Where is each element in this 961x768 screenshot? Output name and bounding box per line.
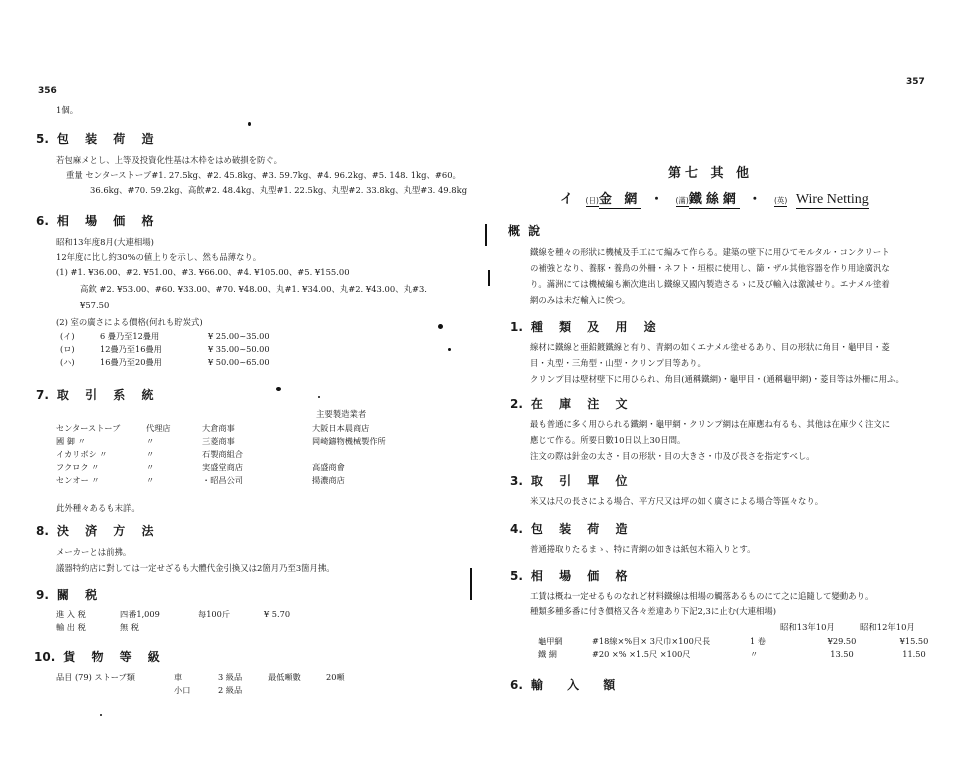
right-section-4-heading: 4. 包 装 荷 造 <box>510 522 634 536</box>
table-row: 品目 (79) ストーブ類 車 3 級品 最低噸數 20噸 <box>56 672 345 682</box>
left-section-9-heading: 9. 關 税 <box>36 588 104 602</box>
table-row: (ロ) 12疊乃至16疊用 ¥ 35.00~50.00 <box>60 344 270 354</box>
overview-line: の補強となり、養豚・養鳥の外柵・ネフト・垣根に使用し、篩・ザル其他容器を作り用途廣汎な <box>530 263 890 273</box>
left-s7-header: 主要製造業者 <box>316 409 367 419</box>
table-row: 輸 出 税 無 税 <box>56 622 139 632</box>
left-section-6-heading: 6. 相 場 価 格 <box>36 214 160 228</box>
right-s1-line: 目・丸型・三角型・山型・クリンプ目等あり。 <box>530 358 706 368</box>
right-section-1-heading: 1. 種 類 及 用 途 <box>510 320 662 334</box>
chapter-heading: 第七 其 他 <box>668 166 754 181</box>
scan-speck <box>448 348 451 351</box>
scan-speck <box>438 324 443 329</box>
left-s5-line: 重量 センターストーブ#1. 27.5kg、#2. 45.8kg、#3. 59.7kg、#4. 96.2kg、#5. 148. 1kg、#60。 <box>66 170 461 180</box>
left-section-8-heading: 8. 決 済 方 法 <box>36 524 160 538</box>
left-s6-line: (2) 室の廣さによる價格(何れも貯炭式) <box>56 317 203 327</box>
left-s9-table <box>56 609 300 635</box>
scan-speck <box>248 122 251 126</box>
right-page-number: 357 <box>906 77 925 87</box>
table-row: センターストーブ 代理店 大倉商事 大阪日本晨商店 <box>56 423 370 433</box>
table-row: 鐵 網 #20 ×% ×1.5尺 ×100尺 〃 13.50 11.50 <box>538 649 926 659</box>
table-row: イカリボシ 〃 〃 石製商組合 <box>56 449 243 459</box>
overview-line: り。滿洲にては機械編も漸次進出し鐵線又國內製造さるゝに及び輸入は激減せり。エナメル塗着 <box>530 279 890 289</box>
left-section-5-heading: 5. 包 装 荷 造 <box>36 132 160 146</box>
article-title: イ (日)金 網 ・ (滿)鐵絲網 ・ (英) Wire Netting <box>560 192 869 207</box>
right-s1-line: 線材に鐵線と亜鉛鍍鐵線と有り、青網の如くエナメル塗せるあり、目の形狀に角目・龜甲目・菱 <box>530 342 890 352</box>
table-row: 小口 2 級品 <box>174 685 243 695</box>
left-s6-line: (1) #1. ¥36.00、#2. ¥51.00、#3. ¥66.00、#4. ¥105.00、#5. ¥155.00 <box>56 267 350 277</box>
table-row: (イ) 6 疊乃至12疊用 ¥ 25.00~35.00 <box>60 331 270 341</box>
table-row: 龜甲網 #18線×%目× 3尺巾×100尺長 1 卷 ¥29.50 ¥15.50 <box>538 636 929 646</box>
left-section-10-heading: 10. 貨 物 等 級 <box>34 650 166 664</box>
table-row: 進 入 税 四番1,009 每100斤 ¥ 5.70 <box>56 609 291 619</box>
right-s5-line: 工賃は概ね一定せるものなれど材料鐵線は相場の觸落あるものにて之に追隨して變動あり。 <box>530 591 874 601</box>
price-col-header: 昭和12年10月 <box>860 622 915 632</box>
table-row: (ハ) 16疊乃至20疊用 ¥ 50.00~65.00 <box>60 357 270 367</box>
left-s6-line: ¥57.50 <box>80 300 110 310</box>
left-page-number: 356 <box>38 86 57 96</box>
left-s10-table <box>56 672 355 698</box>
right-s2-line: 注文の際は針金の太さ・目の形狀・目の大きさ・巾及び長さを指定すべし。 <box>530 451 815 461</box>
right-s2-line: 應じて作る。所要日數10日以上30日間。 <box>530 435 686 445</box>
right-s2-line: 最も普通に多く用ひられる鐵網・龜甲網・クリンプ網は在庫應ね有るも、其他は在庫少く注文に <box>530 419 891 429</box>
left-s6-line: 昭和13年度8月(大連相場) <box>56 237 154 247</box>
right-section-6-heading: 6. 輸 入 額 <box>510 678 626 692</box>
left-s7-note: 此外種々あるも末詳。 <box>56 503 140 513</box>
price-col-header: 昭和13年10月 <box>780 622 835 632</box>
left-s5-line: 若包麻メとし、上等及投資化性基は木枠をはめ破損を防ぐ。 <box>56 155 282 165</box>
right-section-2-heading: 2. 在 庫 注 文 <box>510 397 634 411</box>
gutter-mark <box>485 224 487 246</box>
table-row: 國 御 〃 〃 三菱商事 岡崎鑄物機械製作所 <box>56 436 386 446</box>
overview-line: 鐵線を種々の形狀に機械及手工にて編みて作らる。建築の壁下に用ひてモルタル・コンクリート <box>530 247 890 257</box>
intro-line: 1個。 <box>56 105 79 115</box>
right-section-3-heading: 3. 取 引 單 位 <box>510 474 634 488</box>
right-section-5-heading: 5. 相 場 価 格 <box>510 569 634 583</box>
gutter-mark <box>470 568 472 600</box>
scan-speck <box>276 387 281 391</box>
left-section-7-heading: 7. 取 引 系 統 <box>36 388 160 402</box>
left-s6-price-table <box>60 331 280 370</box>
overview-heading: 概 說 <box>508 224 543 238</box>
overview-line: 網のみは未だ輸入に俟つ。 <box>530 295 631 305</box>
table-row: フクロク 〃 〃 実盛堂商店 高盛商會 <box>56 462 345 472</box>
table-row: センオー 〃 〃 ・昭昌公司 揚濃商店 <box>56 475 345 485</box>
scan-speck <box>100 714 102 716</box>
gutter-mark <box>488 270 490 286</box>
left-s7-table <box>56 423 396 488</box>
left-s8-line: 議器特約店に對しては一定せざるも大體代金引換又は2箇月乃至3箇月拂。 <box>56 563 335 573</box>
right-s1-line: クリンプ目は壁材壁下に用ひられ、角目(通稱鐵網)・龜甲目・(通稱龜甲網)・菱目等は外柵に用ふ。 <box>530 374 904 384</box>
scan-speck <box>318 396 320 398</box>
right-s5-line: 種類多種多番に付き價格又各々差違あり下記2,3に止む(大連相場) <box>530 606 776 616</box>
right-s5-price-table <box>538 636 950 662</box>
left-s6-line: 高欽 #2. ¥53.00、#60. ¥33.00、#70. ¥48.00、丸#1. ¥34.00、丸#2. ¥43.00、丸#3. <box>80 284 427 294</box>
left-s8-line: メーカーとは前拂。 <box>56 547 132 557</box>
right-s4-line: 普通捲取りたるまゝ、特に青網の如きは紙包木箱入りとす。 <box>530 544 756 554</box>
right-s3-line: 米又は尺の長さによる場合、平方尺又は坪の如く廣さによる場合等區々なり。 <box>530 496 824 506</box>
left-s5-line: 36.6kg、#70. 59.2kg、高飲#2. 48.4kg、丸型#1. 22.5kg、丸型#2. 33.8kg、丸型#3. 49.8kg <box>90 185 468 195</box>
left-s6-line: 12年度に比し約30%の値上りを示し、然も品薄なり。 <box>56 252 262 262</box>
